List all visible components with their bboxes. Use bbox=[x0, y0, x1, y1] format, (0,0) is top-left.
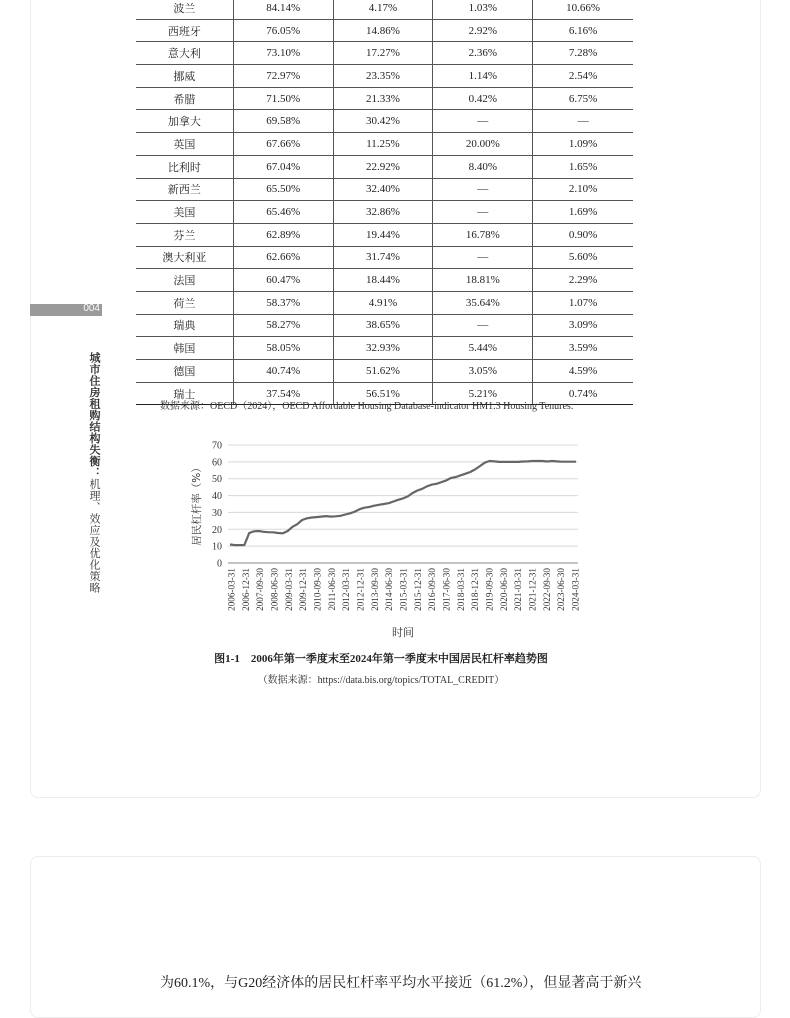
share-cell: 4.17% bbox=[333, 0, 433, 19]
share-cell: 11.25% bbox=[333, 133, 433, 156]
table-row bbox=[136, 155, 633, 178]
share-cell: 4.91% bbox=[333, 291, 433, 314]
share-cell: 14.86% bbox=[333, 19, 433, 42]
share-cell: 67.04% bbox=[233, 155, 333, 178]
y-tick-label: 60 bbox=[212, 457, 222, 469]
y-tick-label: 0 bbox=[217, 558, 222, 570]
share-cell: 0.42% bbox=[433, 87, 533, 110]
figure-source bbox=[0, 671, 790, 686]
country-cell: 挪威 bbox=[136, 65, 233, 88]
share-cell: 6.75% bbox=[533, 87, 633, 110]
x-tick-label: 2014-06-30 bbox=[384, 568, 395, 611]
x-tick-label: 2017-06-30 bbox=[441, 568, 452, 611]
table-row bbox=[136, 0, 633, 19]
figure-title bbox=[0, 650, 790, 666]
share-cell: 2.10% bbox=[533, 178, 633, 201]
share-cell: 1.09% bbox=[533, 133, 633, 156]
y-tick-label: 10 bbox=[212, 541, 222, 553]
share-cell: 32.86% bbox=[333, 201, 433, 224]
country-cell: 波兰 bbox=[136, 0, 233, 19]
share-cell: 76.05% bbox=[233, 19, 333, 42]
country-cell: 瑞士 bbox=[136, 382, 233, 405]
country-cell: 韩国 bbox=[136, 337, 233, 360]
share-cell: 60.47% bbox=[233, 269, 333, 292]
x-tick-label: 2006-03-31 bbox=[226, 568, 237, 611]
x-tick-label: 2013-09-30 bbox=[369, 568, 380, 611]
running-title-bold: 城市住房租购结构失衡： bbox=[88, 352, 101, 479]
share-cell: 65.46% bbox=[233, 201, 333, 224]
share-cell: 69.58% bbox=[233, 110, 333, 133]
figure-source-text: （数据来源：https://data.bis.org/topics/TOTAL_CREDIT） bbox=[257, 675, 505, 686]
share-cell: 22.92% bbox=[333, 155, 433, 178]
share-cell: — bbox=[433, 201, 533, 224]
share-cell: — bbox=[433, 314, 533, 337]
x-tick-label: 2018-12-31 bbox=[470, 568, 481, 611]
x-tick-label: 2021-03-31 bbox=[513, 568, 524, 611]
share-cell: 2.29% bbox=[533, 269, 633, 292]
table-row bbox=[136, 19, 633, 42]
share-cell: 0.90% bbox=[533, 223, 633, 246]
share-cell: 3.09% bbox=[533, 314, 633, 337]
table-row bbox=[136, 314, 633, 337]
share-cell: 18.44% bbox=[333, 269, 433, 292]
x-axis-label: 时间 bbox=[392, 626, 414, 639]
x-tick-label: 2020-06-30 bbox=[498, 568, 509, 611]
x-tick-label: 2012-12-31 bbox=[355, 568, 366, 611]
housing-tenure-table bbox=[136, 0, 633, 405]
x-tick-label: 2010-09-30 bbox=[312, 568, 323, 611]
share-cell: 84.14% bbox=[233, 0, 333, 19]
share-cell: 56.51% bbox=[333, 382, 433, 405]
share-cell: — bbox=[433, 178, 533, 201]
share-cell: 3.05% bbox=[433, 360, 533, 383]
share-cell: 62.66% bbox=[233, 246, 333, 269]
y-tick-label: 50 bbox=[212, 474, 222, 486]
share-cell: 73.10% bbox=[233, 42, 333, 65]
country-cell: 澳大利亚 bbox=[136, 246, 233, 269]
share-cell: 67.66% bbox=[233, 133, 333, 156]
y-tick-label: 40 bbox=[212, 491, 222, 503]
share-cell: 37.54% bbox=[233, 382, 333, 405]
country-cell: 意大利 bbox=[136, 42, 233, 65]
y-axis-label: 居民杠杆率（%） bbox=[191, 462, 203, 546]
share-cell: 58.27% bbox=[233, 314, 333, 337]
share-cell: 71.50% bbox=[233, 87, 333, 110]
share-cell: 1.07% bbox=[533, 291, 633, 314]
page-number-bar bbox=[30, 304, 102, 316]
share-cell: 1.03% bbox=[433, 0, 533, 19]
x-tick-label: 2019-09-30 bbox=[484, 568, 495, 611]
page-number: 004 bbox=[83, 303, 100, 314]
share-cell: 5.44% bbox=[433, 337, 533, 360]
country-cell: 比利时 bbox=[136, 155, 233, 178]
share-cell: 21.33% bbox=[333, 87, 433, 110]
leverage-line-chart bbox=[180, 436, 600, 646]
table-row bbox=[136, 42, 633, 65]
share-cell: 5.21% bbox=[433, 382, 533, 405]
x-tick-label: 2008-06-30 bbox=[269, 568, 280, 611]
share-cell: 7.28% bbox=[533, 42, 633, 65]
country-cell: 西班牙 bbox=[136, 19, 233, 42]
share-cell: 1.69% bbox=[533, 201, 633, 224]
table-row bbox=[136, 360, 633, 383]
share-cell: 58.37% bbox=[233, 291, 333, 314]
share-cell: 23.35% bbox=[333, 65, 433, 88]
country-cell: 新西兰 bbox=[136, 178, 233, 201]
share-cell: 58.05% bbox=[233, 337, 333, 360]
share-cell: 10.66% bbox=[533, 0, 633, 19]
share-cell: 18.81% bbox=[433, 269, 533, 292]
y-tick-label: 30 bbox=[212, 507, 222, 519]
share-cell: 8.40% bbox=[433, 155, 533, 178]
country-cell: 希腊 bbox=[136, 87, 233, 110]
x-tick-label: 2009-03-31 bbox=[283, 568, 294, 611]
next-page-card bbox=[30, 856, 761, 1018]
share-cell: 0.74% bbox=[533, 382, 633, 405]
table-row bbox=[136, 87, 633, 110]
share-cell: 2.54% bbox=[533, 65, 633, 88]
table-row bbox=[136, 201, 633, 224]
share-cell: 65.50% bbox=[233, 178, 333, 201]
share-cell: 16.78% bbox=[433, 223, 533, 246]
x-tick-label: 2022-09-30 bbox=[541, 568, 552, 611]
x-tick-label: 2016-09-30 bbox=[427, 568, 438, 611]
x-tick-label: 2009-12-31 bbox=[298, 568, 309, 611]
country-cell: 荷兰 bbox=[136, 291, 233, 314]
country-cell: 德国 bbox=[136, 360, 233, 383]
share-cell: 32.93% bbox=[333, 337, 433, 360]
x-tick-label: 2023-06-30 bbox=[556, 568, 567, 611]
country-cell: 芬兰 bbox=[136, 223, 233, 246]
share-cell: 1.14% bbox=[433, 65, 533, 88]
x-tick-label: 2006-12-31 bbox=[240, 568, 251, 611]
x-tick-label: 2024-03-31 bbox=[570, 568, 581, 611]
share-cell: 31.74% bbox=[333, 246, 433, 269]
share-cell: 20.00% bbox=[433, 133, 533, 156]
share-cell: 40.74% bbox=[233, 360, 333, 383]
share-cell: 72.97% bbox=[233, 65, 333, 88]
x-tick-label: 2021-12-31 bbox=[527, 568, 538, 611]
country-cell: 瑞典 bbox=[136, 314, 233, 337]
share-cell: — bbox=[433, 110, 533, 133]
table-row bbox=[136, 291, 633, 314]
table-row bbox=[136, 269, 633, 292]
share-cell: 2.92% bbox=[433, 19, 533, 42]
share-cell: 3.59% bbox=[533, 337, 633, 360]
x-tick-label: 2011-06-30 bbox=[326, 568, 337, 611]
share-cell: 32.40% bbox=[333, 178, 433, 201]
table-row bbox=[136, 246, 633, 269]
share-cell: 2.36% bbox=[433, 42, 533, 65]
table-source: 数据来源：OECD（2024），OECD Affordable Housing Database-indicator HM1.3 Housing Tenures. bbox=[160, 401, 574, 412]
figure-title-text: 图1-1 2006年第一季度末至2024年第一季度末中国居民杠杆率趋势图 bbox=[214, 653, 548, 665]
x-tick-label: 2018-03-31 bbox=[455, 568, 466, 611]
x-tick-label: 2007-09-30 bbox=[255, 568, 266, 611]
country-cell: 法国 bbox=[136, 269, 233, 292]
share-cell: 4.59% bbox=[533, 360, 633, 383]
share-cell: 51.62% bbox=[333, 360, 433, 383]
share-cell: 17.27% bbox=[333, 42, 433, 65]
share-cell: 1.65% bbox=[533, 155, 633, 178]
country-cell: 加拿大 bbox=[136, 110, 233, 133]
share-cell: 35.64% bbox=[433, 291, 533, 314]
share-cell: 38.65% bbox=[333, 314, 433, 337]
country-cell: 美国 bbox=[136, 201, 233, 224]
x-tick-label: 2015-12-31 bbox=[412, 568, 423, 611]
share-cell: 19.44% bbox=[333, 223, 433, 246]
running-title-rest: 机理、效应及优化策略 bbox=[88, 478, 101, 594]
table-row bbox=[136, 133, 633, 156]
table-row bbox=[136, 178, 633, 201]
share-cell: 5.60% bbox=[533, 246, 633, 269]
table-row bbox=[136, 337, 633, 360]
table-row bbox=[136, 223, 633, 246]
share-cell: — bbox=[433, 246, 533, 269]
table-row bbox=[136, 110, 633, 133]
country-cell: 英国 bbox=[136, 133, 233, 156]
y-tick-label: 20 bbox=[212, 524, 222, 536]
table-row bbox=[136, 65, 633, 88]
share-cell: 30.42% bbox=[333, 110, 433, 133]
x-tick-label: 2015-03-31 bbox=[398, 568, 409, 611]
share-cell: 6.16% bbox=[533, 19, 633, 42]
body-text: 为60.1%，与G20经济体的居民杠杆率平均水平接近（61.2%），但显著高于新兴 bbox=[160, 976, 642, 991]
series-line bbox=[230, 461, 576, 545]
x-tick-label: 2012-03-31 bbox=[341, 568, 352, 611]
running-title bbox=[86, 352, 102, 594]
share-cell: — bbox=[533, 110, 633, 133]
share-cell: 62.89% bbox=[233, 223, 333, 246]
y-tick-label: 70 bbox=[212, 440, 222, 452]
